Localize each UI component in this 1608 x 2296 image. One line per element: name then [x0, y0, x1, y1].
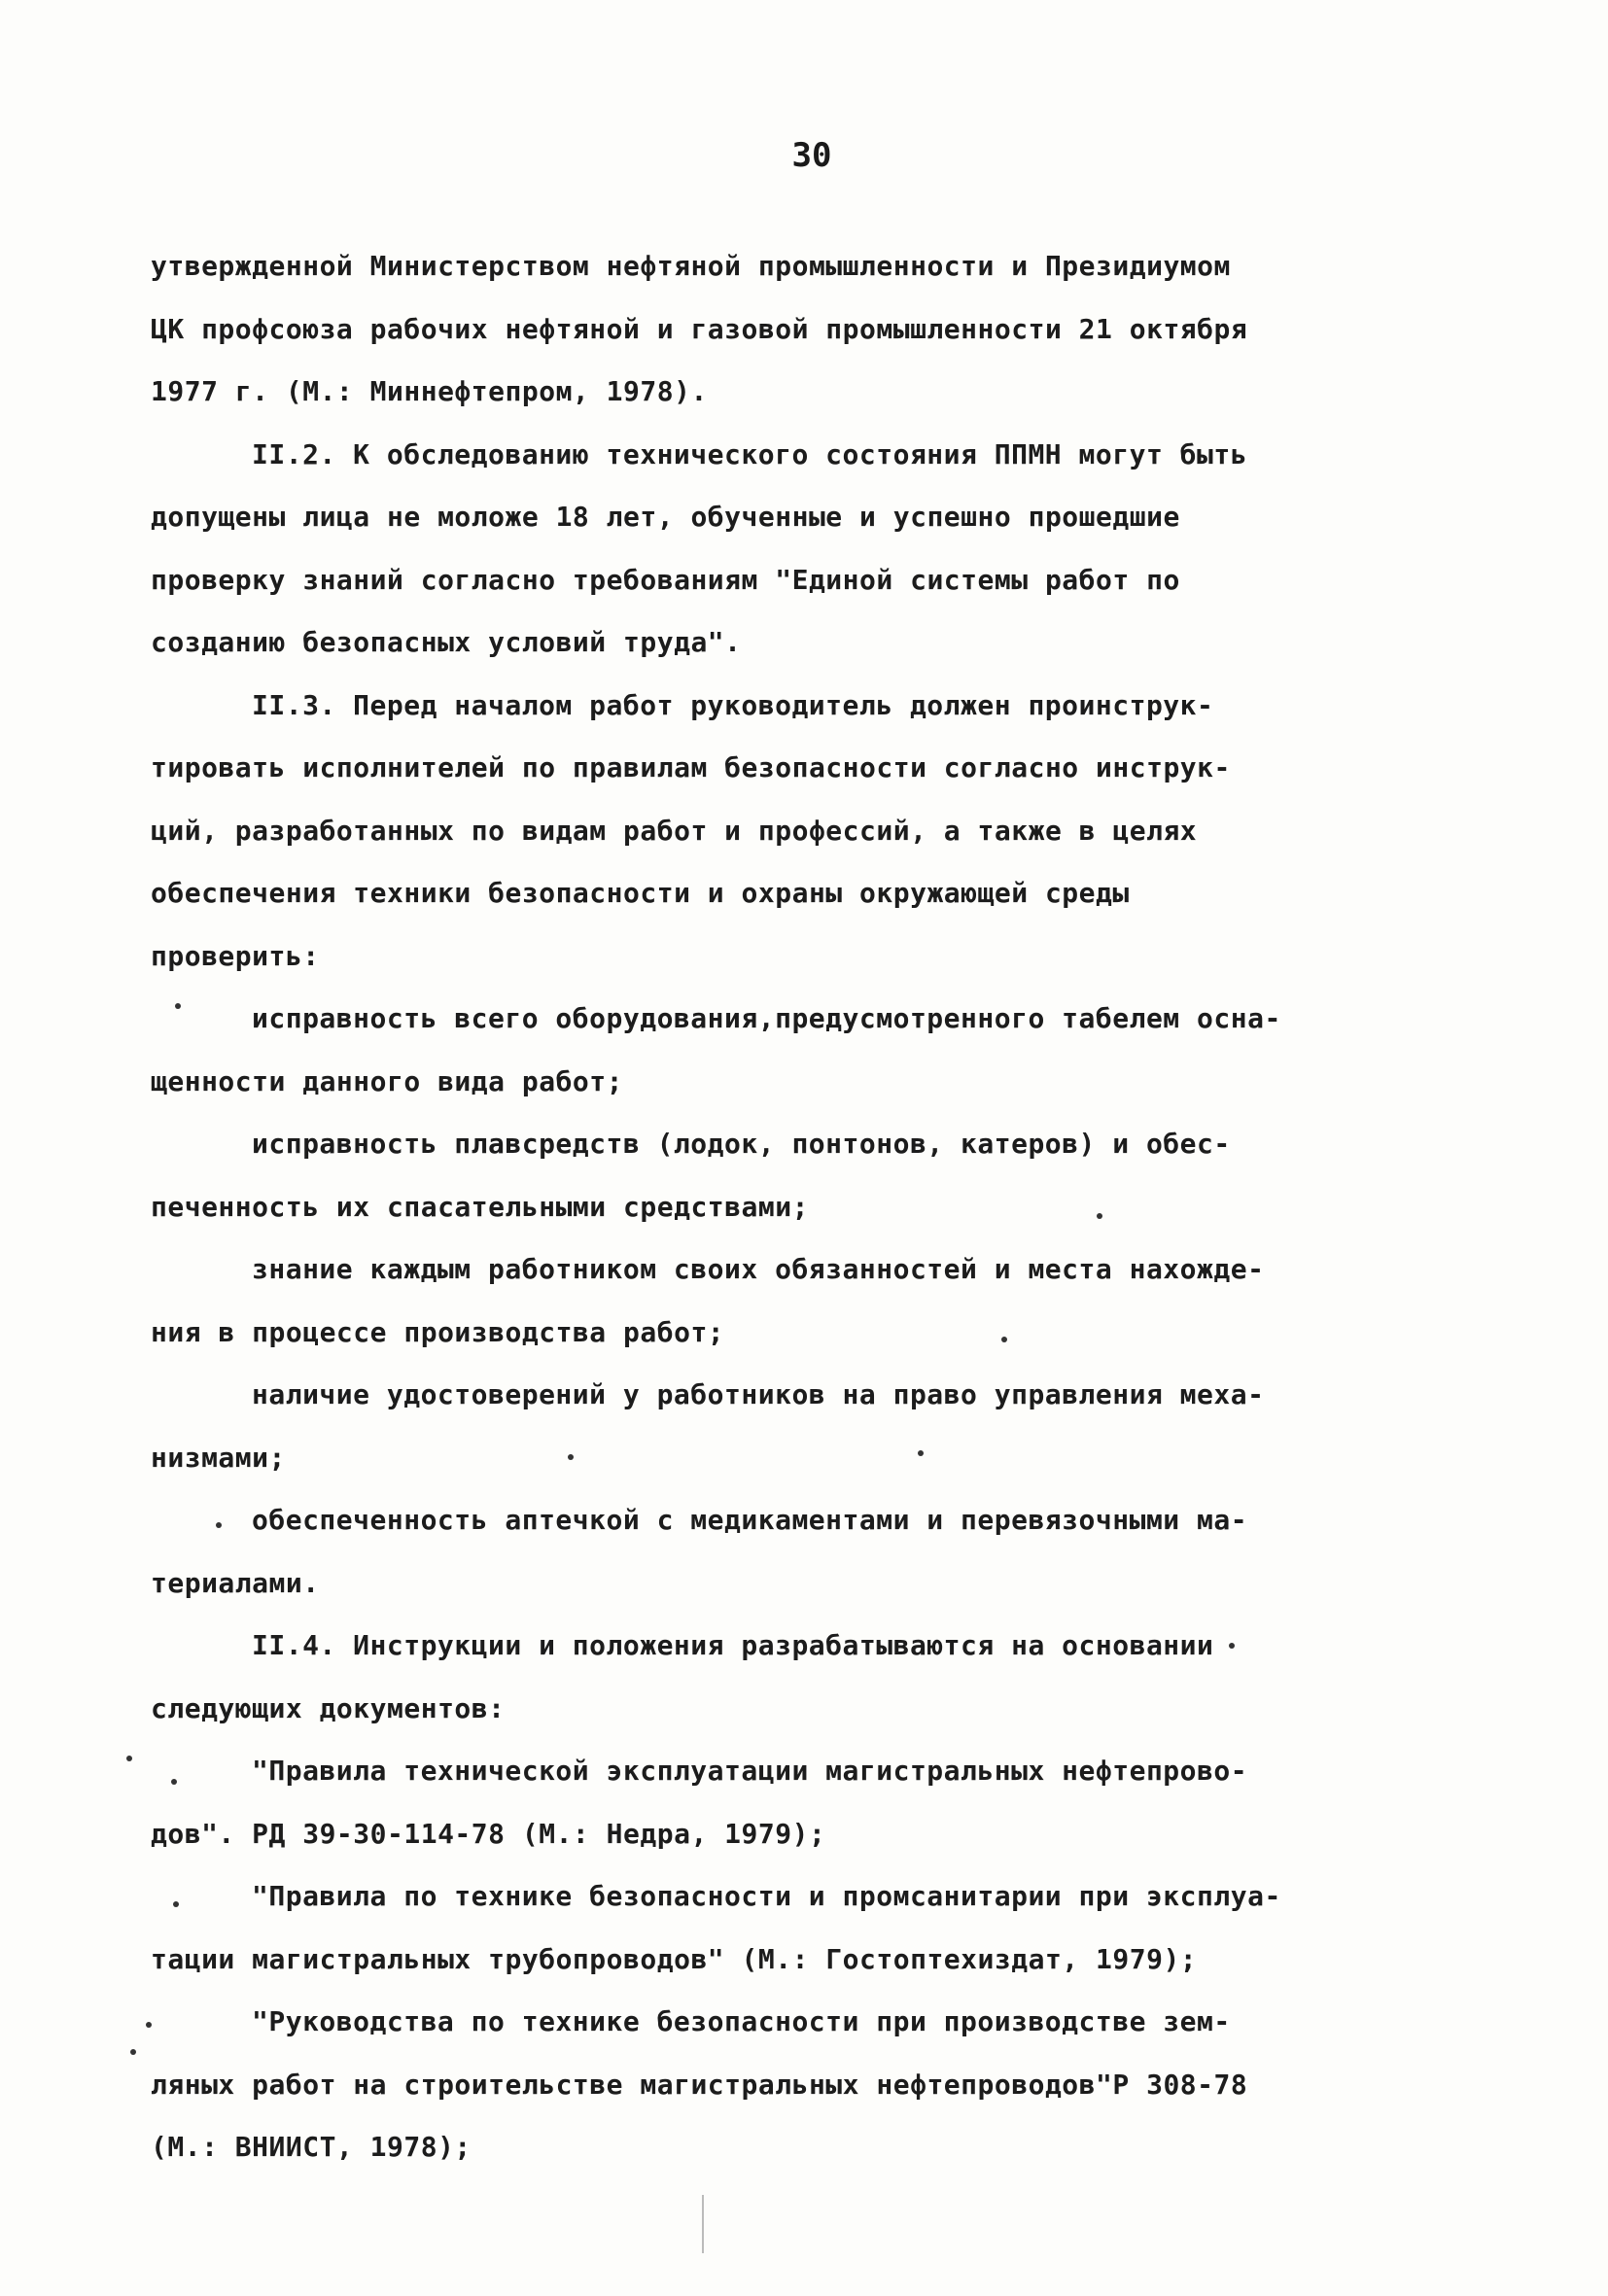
- text-line: "Правила по технике безопасности и промсанитарии при эксплуа-: [252, 1880, 1281, 1912]
- text-line: обеспеченность аптечкой с медикаментами и перевязочными ма-: [252, 1504, 1248, 1536]
- text-line: проверку знаний согласно требованиям "Единой системы работ по: [151, 563, 1180, 596]
- text-line: II.4. Инструкции и положения разрабатываются на основании: [252, 1629, 1214, 1661]
- scan-speck: [216, 1522, 222, 1528]
- scan-speck: [1097, 1213, 1102, 1219]
- scan-speck: [130, 2049, 136, 2055]
- text-line: щенности данного вида работ;: [151, 1064, 624, 1097]
- text-line: созданию безопасных условий труда".: [151, 626, 742, 658]
- text-line: (М.: ВНИИСТ, 1978);: [151, 2131, 472, 2163]
- text-line: ляных работ на строительстве магистральных нефтепроводов"Р 308-78: [151, 2068, 1248, 2101]
- text-line: ций, разработанных по видам работ и профессий, а также в целях: [151, 814, 1198, 847]
- scan-speck: [1229, 1643, 1235, 1649]
- text-line: обеспечения техники безопасности и охраны окружающей среды: [151, 877, 1130, 909]
- text-line: ЦК профсоюза рабочих нефтяной и газовой промышленности 21 октября: [151, 312, 1248, 345]
- text-line: печенность их спасательными средствами;: [151, 1190, 809, 1223]
- text-line: исправность плавсредств (лодок, понтонов, катеров) и обес-: [252, 1128, 1231, 1160]
- scan-speck: [171, 1779, 177, 1785]
- text-line: II.3. Перед началом работ руководитель должен проинструк-: [252, 688, 1214, 721]
- scan-speck: [126, 1756, 132, 1761]
- text-line: проверить:: [151, 939, 320, 972]
- scan-speck: [175, 1003, 181, 1009]
- text-line: тации магистральных трубопроводов" (М.: Гостоптехиздат, 1979);: [151, 1942, 1198, 1975]
- text-line: тировать исполнителей по правилам безопасности согласно инструк-: [151, 751, 1231, 783]
- scan-speck: [1001, 1337, 1007, 1342]
- text-line: дов". РД 39-30-114-78 (М.: Недра, 1979);: [151, 1817, 826, 1850]
- scan-artifact-line: [702, 2195, 704, 2253]
- document-body: [151, 235, 1483, 2179]
- text-line: наличие удостоверений у работников на право управления меха-: [252, 1378, 1265, 1410]
- text-line: "Руководства по технике безопасности при производстве зем-: [252, 2005, 1231, 2037]
- text-line: териалами.: [151, 1566, 320, 1599]
- text-line: "Правила технической эксплуатации магистральных нефтепрово-: [252, 1755, 1248, 1787]
- scan-speck: [173, 1901, 179, 1907]
- text-line: следующих документов:: [151, 1691, 506, 1724]
- text-line: II.2. К обследованию технического состояния ППМН могут быть: [252, 437, 1248, 470]
- text-line: ния в процессе производства работ;: [151, 1315, 725, 1348]
- text-line: знание каждым работником своих обязанностей и места нахожде-: [252, 1253, 1265, 1285]
- scan-speck: [568, 1454, 574, 1460]
- text-line: утвержденной Министерством нефтяной промышленности и Президиумом: [151, 250, 1231, 282]
- text-line: низмами;: [151, 1441, 286, 1474]
- text-line: 1977 г. (М.: Миннефтепром, 1978).: [151, 375, 708, 407]
- text-line: допущены лица не моложе 18 лет, обученные и успешно прошедшие: [151, 501, 1180, 533]
- text-line: исправность всего оборудования,предусмотренного табелем осна-: [252, 1002, 1281, 1034]
- page-number: 30: [791, 136, 832, 175]
- scan-speck: [146, 2022, 152, 2028]
- scan-speck: [918, 1450, 924, 1456]
